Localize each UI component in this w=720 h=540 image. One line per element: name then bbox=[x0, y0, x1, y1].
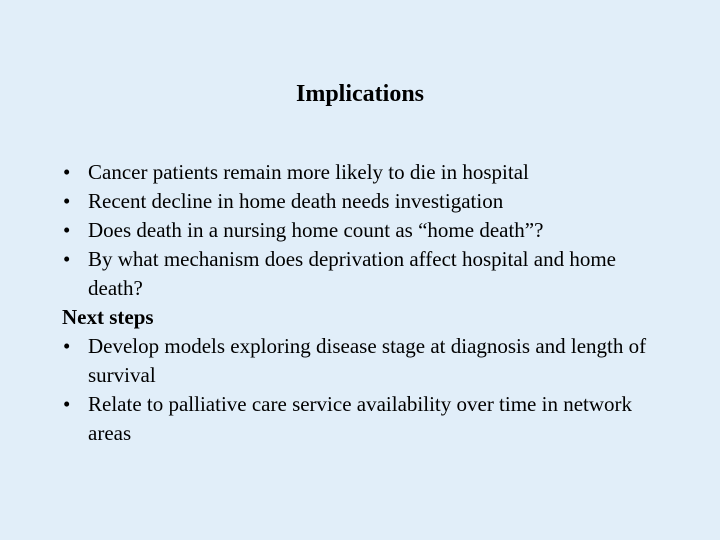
implication-text: By what mechanism does deprivation affect hospital and home death? bbox=[88, 247, 616, 300]
bullet-icon: • bbox=[63, 189, 71, 213]
slide-title: Implications bbox=[295, 81, 424, 107]
bullet-icon: • bbox=[63, 218, 71, 242]
next-steps-list bbox=[62, 332, 662, 448]
next-steps-heading: Next steps bbox=[62, 305, 154, 329]
implication-item bbox=[62, 158, 662, 187]
implication-text: Recent decline in home death needs investigation bbox=[88, 189, 504, 213]
bullet-icon: • bbox=[63, 247, 71, 271]
implication-item bbox=[62, 245, 662, 303]
next-step-item bbox=[62, 390, 662, 448]
bullet-icon: • bbox=[63, 392, 71, 416]
bullet-icon: • bbox=[63, 334, 71, 358]
bullet-icon: • bbox=[63, 160, 71, 184]
implication-item bbox=[62, 216, 662, 245]
next-step-item bbox=[62, 332, 662, 390]
implication-item bbox=[62, 187, 662, 216]
next-step-text: Develop models exploring disease stage at diagnosis and length of survival bbox=[88, 334, 647, 387]
next-step-text: Relate to palliative care service availability over time in network areas bbox=[88, 392, 633, 445]
implications-list bbox=[62, 158, 662, 303]
slide-content bbox=[62, 158, 662, 448]
implication-text: Does death in a nursing home count as “home death”? bbox=[88, 218, 544, 242]
implication-text: Cancer patients remain more likely to die in hospital bbox=[88, 160, 529, 184]
